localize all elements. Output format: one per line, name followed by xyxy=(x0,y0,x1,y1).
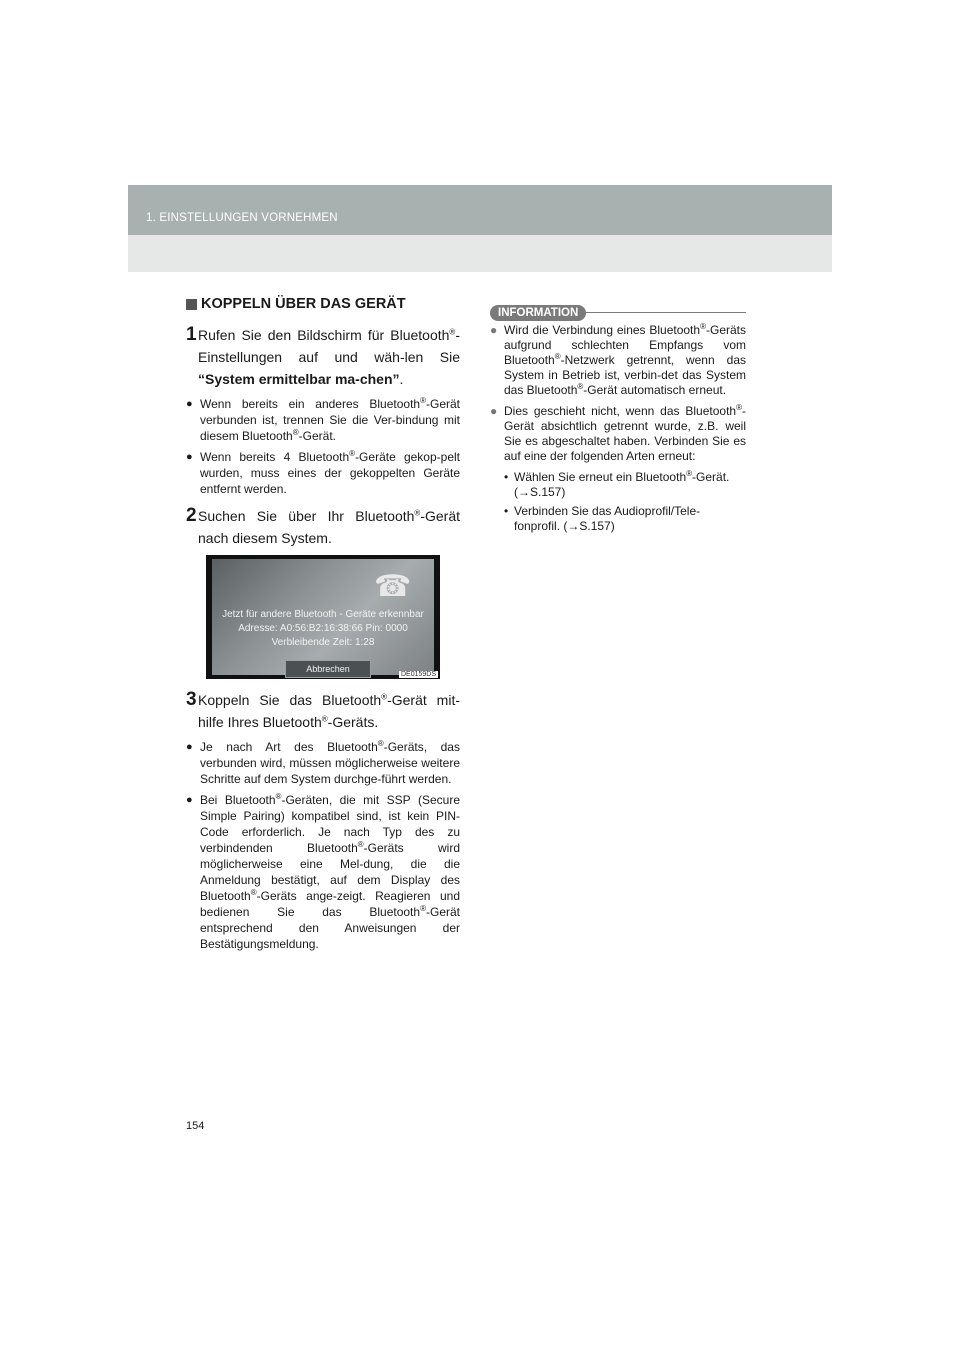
step-text: Rufen Sie den Bildschirm für Bluetooth®-Einstellungen auf und wäh-len Sie “System ermittelbar ma-chen”. xyxy=(198,327,460,387)
step-2: 2 Suchen Sie über Ihr Bluetooth®-Gerät nach diesem System. xyxy=(186,505,460,549)
bullet-icon: ● xyxy=(490,323,498,337)
right-column xyxy=(490,303,746,538)
list-item: ● Bei Bluetooth®-Geräten, die mit SSP (Secure Simple Pairing) kompatibel sind, ist kein PIN-Code erforderlich. Je nach Typ des zu verbindenden Bluetooth®-Geräts wird möglicherweise eine Mel-dung, die die Anmeldung bestätigt, auf dem Display des Bluetooth®-Geräts ange-zeigt. Reagieren und bedienen Sie das Bluetooth®-Gerät entsprechend den Anweisungen der Bestätigungsmeldung. xyxy=(186,792,460,951)
screen-line: Jetzt für andere Bluetooth - Geräte erkennbar xyxy=(222,609,424,620)
information-rule xyxy=(584,312,746,313)
section-header: 1. EINSTELLUNGEN VORNEHMEN xyxy=(146,212,338,224)
list-item: ● Je nach Art des Bluetooth®-Geräts, das verbunden wird, müssen möglicherweise weitere Schritte auf dem System durchge-führt werden. xyxy=(186,739,460,786)
page-number: 154 xyxy=(186,1120,205,1132)
section-title xyxy=(186,296,460,312)
image-code: DE0159DS xyxy=(400,671,436,678)
step-number: 3 xyxy=(186,689,197,710)
square-bullet-icon xyxy=(186,299,197,310)
list-item: ● Wenn bereits 4 Bluetooth®-Geräte gekop-pelt wurden, muss eines der gekoppelten Geräte entfernt werden. xyxy=(186,449,460,496)
screen-display xyxy=(212,559,434,675)
section-title-text: KOPPELN ÜBER DAS GERÄT xyxy=(201,296,406,312)
step-1 xyxy=(186,324,460,390)
left-column xyxy=(186,296,460,957)
bullet-icon: ● xyxy=(186,794,193,806)
screen-line: Adresse: A0:56:B2:16:38:66 Pin: 0000 xyxy=(238,623,408,634)
list-item: ● Dies geschieht nicht, wenn das Bluetooth®-Gerät absichtlich getrennt wurde, z.B. weil Sie es abgeschaltet haben. Verbinden Sie es auf eine der folgenden Arten erneut: xyxy=(490,403,746,463)
phone-icon: ☎ xyxy=(374,570,412,603)
header-band xyxy=(128,185,832,235)
sub-item: • Verbinden Sie das Audioprofil/Tele-fonprofil. (→S.157) xyxy=(504,504,701,533)
sub-item: • Wählen Sie erneut ein Bluetooth®-Gerät. (→S.157) xyxy=(504,469,730,499)
bullet-icon: ● xyxy=(186,741,193,753)
step-number: 1 xyxy=(186,324,197,345)
bullet-icon: ● xyxy=(490,404,498,418)
information-tag: INFORMATION xyxy=(490,305,586,321)
list-item: ● Wenn bereits ein anderes Bluetooth®-Gerät verbunden ist, trennen Sie die Ver-bindung mit diesem Bluetooth®-Gerät. xyxy=(186,396,460,443)
list-item: ● Wird die Verbindung eines Bluetooth®-Geräts aufgrund schlechten Empfangs vom Bluetooth®-Netzwerk getrennt, wenn das System in Betrieb ist, verbin-det das System das Bluetooth®-Gerät automatisch erneut. xyxy=(490,322,746,397)
bullet-icon: ● xyxy=(186,398,193,410)
screen-image xyxy=(206,555,440,679)
screen-line: Verbleibende Zeit: 1:28 xyxy=(271,637,375,648)
step-3: 3 Koppeln Sie das Bluetooth®-Gerät mit-hilfe Ihres Bluetooth®-Geräts. xyxy=(186,689,460,733)
cancel-button: Abbrechen xyxy=(285,660,371,678)
step-number: 2 xyxy=(186,505,197,526)
bullet-icon: ● xyxy=(186,451,193,463)
header-subband xyxy=(128,235,832,272)
